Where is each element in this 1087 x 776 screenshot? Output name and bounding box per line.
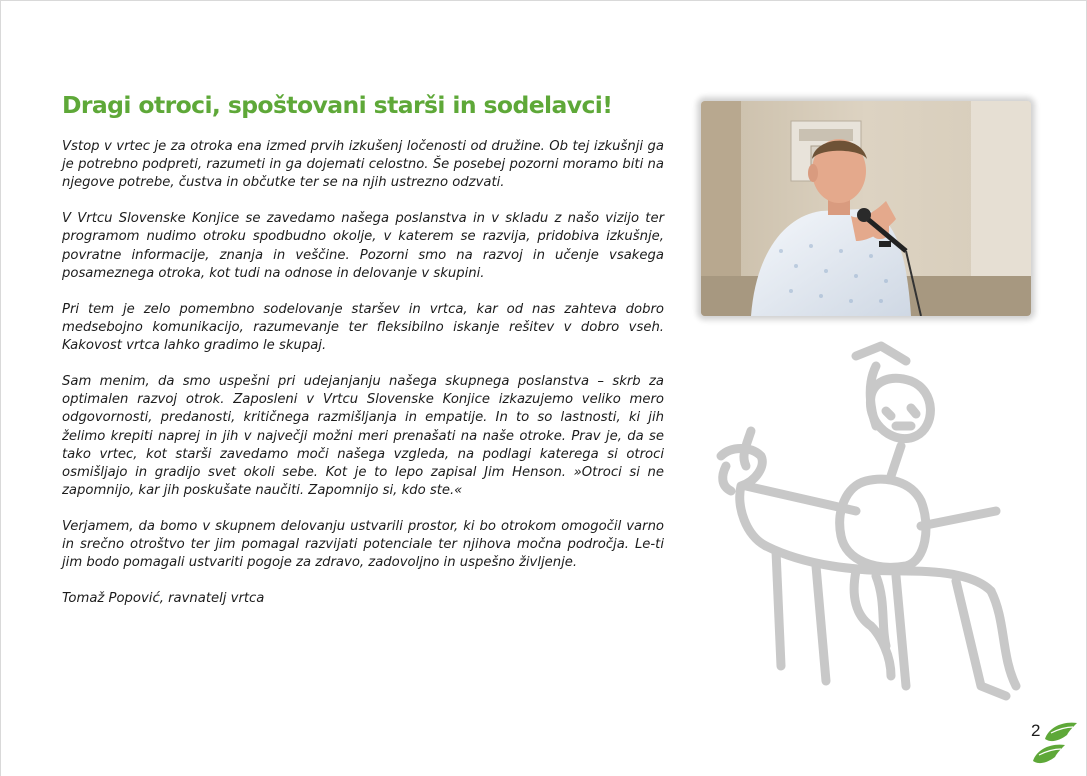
- green-leaf-logo-icon: [1029, 717, 1079, 773]
- director-photo: [701, 101, 1031, 316]
- page-number: 2: [1031, 721, 1041, 740]
- paragraph-5: Verjamem, da bomo v skupnem delovanju ustvarili prostor, ki bo otrokom omogočil varno in srečno otroštvo ter jim pomagal razvijati potenciale ter njihova močna področja. Le-ti jim bodo pomagali ustvariti pogoje za zdravo, zadovoljno in uspešno življenje.: [62, 518, 664, 571]
- signature: Tomaž Popović, ravnatelj vrtca: [62, 591, 265, 607]
- paragraph-3: Pri tem je zelo pomembno sodelovanje staršev in vrtca, kar od nas zahteva dobro medsebojno komunikacijo, razumevanje ter fleksibilno iskanje rešitev v dobro vseh. Kakovost vrtca lahko gradimo le skupaj.: [62, 301, 664, 354]
- page-title: Dragi otroci, spoštovani starši in sodelavci!: [62, 91, 613, 119]
- letter-body: [62, 138, 664, 627]
- child-drawing-illustration: [706, 336, 1036, 746]
- paragraph-1: Vstop v vrtec je za otroka ena izmed prvih izkušenj ločenosti od družine. Ob tej izkušnji ga je potrebno podpreti, razumeti in ga dojemati celostno. Še posebej pozorni moramo biti na njegove potrebe, čustva in občutke ter se na njih ustrezno odzvati.: [62, 139, 664, 191]
- paragraph-4: Sam menim, da smo uspešni pri udejanjanju našega skupnega poslanstva – skrb za optimalen razvoj otrok. Zaposleni v Vrtcu Slovenske Konjice izkazujemo veliko mero odgovornosti, predanosti, kritičnega razmišljanja in empatije. In to so lastnosti, ki jih želimo krepiti naprej in jih v največji možni meri prenašati na naše otroke. Prav je, da se tako vrtec, kot starši zavedamo moči našega vzgleda, na podlagi katerega si otroci osmišljajo in gradijo svet okoli sebe. Kot je to lepo zapisal Jim Henson. »Otroci si ne zapomnijo, kar jih poskušate naučiti. Zapomnijo si, kdo ste.«: [62, 374, 664, 498]
- paragraph-2: V Vrtcu Slovenske Konjice se zavedamo našega poslanstva in v skladu z našo vizijo ter programom nudimo otroku spodbudno okolje, v katerem se razvija, pridobiva izkušnje, povratne informacije, znanja in veščine. Pozorni smo na razvoj in učenje vsakega posameznega otroka, kot tudi na odnose in delovanje v skupini.: [62, 211, 664, 281]
- director-photo-image: [701, 101, 1031, 316]
